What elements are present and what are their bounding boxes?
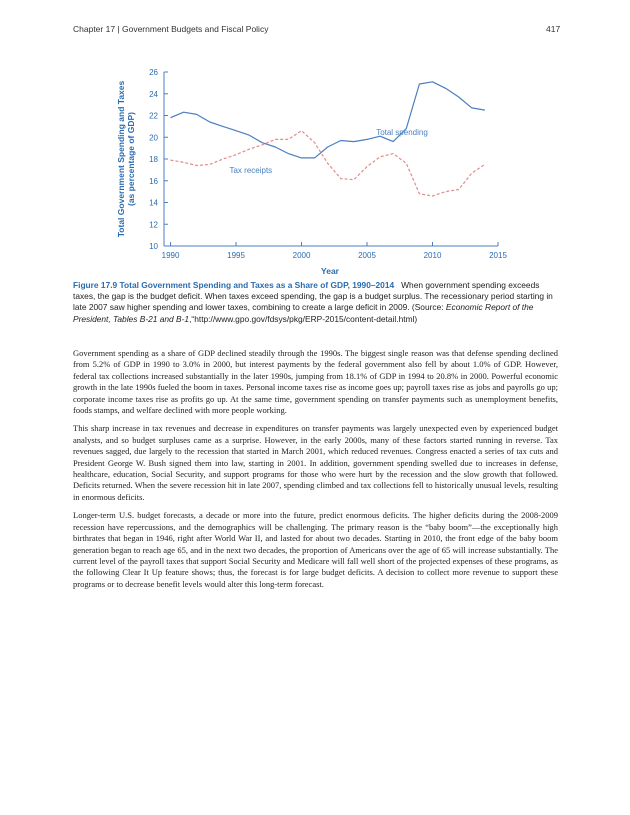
tax-receipts-line [171, 131, 485, 196]
caption-source-italic: Economic Report of the President, Tables B-21 and B-1 [73, 302, 534, 324]
spending-taxes-line-chart [110, 62, 530, 280]
figure-title: Figure 17.9 Total Government Spending and Taxes as a Share of GDP, 1990–2014 [73, 280, 395, 290]
y-axis-label-line1: Total Government Spending and Taxes [116, 80, 126, 238]
x-tick-label: 2005 [358, 251, 376, 260]
body-text [73, 348, 558, 597]
figure-caption [73, 280, 558, 325]
caption-source-link: ,“http://www.gpo.gov/fdsys/pkg/ERP-2015/content-detail.html) [189, 313, 418, 324]
y-tick-label: 26 [149, 68, 158, 77]
y-tick-label: 10 [149, 242, 158, 251]
y-tick-label: 22 [149, 111, 158, 121]
axes [164, 72, 498, 246]
caption-text: When government spending exceeds taxes, the gap is the budget deficit. When taxes exceed spending, the gap is a budget surplus. The recessionary period starting in late 2007 saw higher spending and lower taxes, combining to create a large deficit in 2009. (Source: [73, 280, 553, 313]
x-axis-label: Year [321, 266, 339, 276]
x-tick-label: 1990 [161, 251, 180, 260]
y-tick-label: 12 [149, 220, 158, 230]
series-annotations [229, 128, 427, 175]
running-header-chapter: Chapter 17 | Government Budgets and Fiscal Policy [73, 24, 269, 34]
series-label: Tax receipts [229, 166, 273, 176]
x-tick-label: 2000 [292, 251, 311, 260]
paragraph: Longer-term U.S. budget forecasts, a decade or more into the future, predict enormous deficits. The higher deficits during the 2008-2009 recession have repercussions, and the demographics will be challenging. The primary reason is the “baby boom”—the exceptionally high birthrates that began in 1946, right after World War II, and lasted for about two decades. Starting in 2010, the front edge of the baby boom generation began to reach age 65, and in the next two decades, the proportion of Americans over the age of 65 will increase substantially. The current level of the payroll taxes that support Social Security and Medicare will fall well short of the projected expenses of these programs, as the following Clear It Up feature shows; thus, the forecast is for large budget deficits. A decision to collect more revenue to support these programs or to decrease benefit levels would alter this long-term forecast. [73, 510, 558, 589]
x-tick-label: 2015 [489, 251, 507, 260]
series-lines [171, 82, 485, 196]
page-number: 417 [546, 24, 561, 34]
total-spending-line [171, 82, 485, 158]
y-tick-label: 18 [149, 155, 158, 164]
paragraph: This sharp increase in tax revenues and decrease in expenditures on transfer payments was largely unexpected even by experienced budget analysts, and so budget surpluses came as a surprise. However, in the early 2000s, many of these factors started running in reverse. Tax revenues sagged, due largely to the recession that started in March 2001, which reduced revenues. Congress enacted a series of tax cuts and President George W. Bush signed them into law, starting in 2001. In addition, government spending swelled due to increases in defense, healthcare, education, Social Security, and support programs for those who were hurt by the recession and the slow growth that followed. Deficits returned. When the severe recession hit in late 2007, spending climbed and tax collections fell to historically unusual levels, resulting in enormous deficits. [73, 423, 558, 502]
y-axis-label-line2: (as percentage of GDP) [126, 112, 136, 206]
series-label: Total spending [376, 128, 428, 138]
y-axis-label [116, 80, 136, 237]
paragraph: Government spending as a share of GDP declined steadily through the 1990s. The biggest single reason was that defense spending declined from 5.2% of GDP in 1990 to 3.0% in 2000, but interest payments by the federal government also fell by about 1.0% of GDP. However, federal tax collections increased substantially in the later 1990s, jumping from 18.1% of GDP in 1994 to 20.8% in 2000. Powerful economic growth in the late 1990s fueled the boom in taxes. Personal income taxes rise as income goes up; payroll taxes rise as jobs and payrolls go up; corporate income taxes rise as profits go up. At the same time, government spending on transfer payments such as unemployment benefits, foods stamps, and welfare declined with more people working. [73, 348, 558, 416]
y-tick-label: 16 [149, 176, 158, 186]
y-tick-label: 24 [149, 89, 158, 99]
x-tick-label: 2010 [423, 251, 442, 260]
x-tick-label: 1995 [227, 251, 245, 260]
y-tick-label: 20 [149, 133, 158, 143]
y-tick-label: 14 [149, 198, 158, 208]
